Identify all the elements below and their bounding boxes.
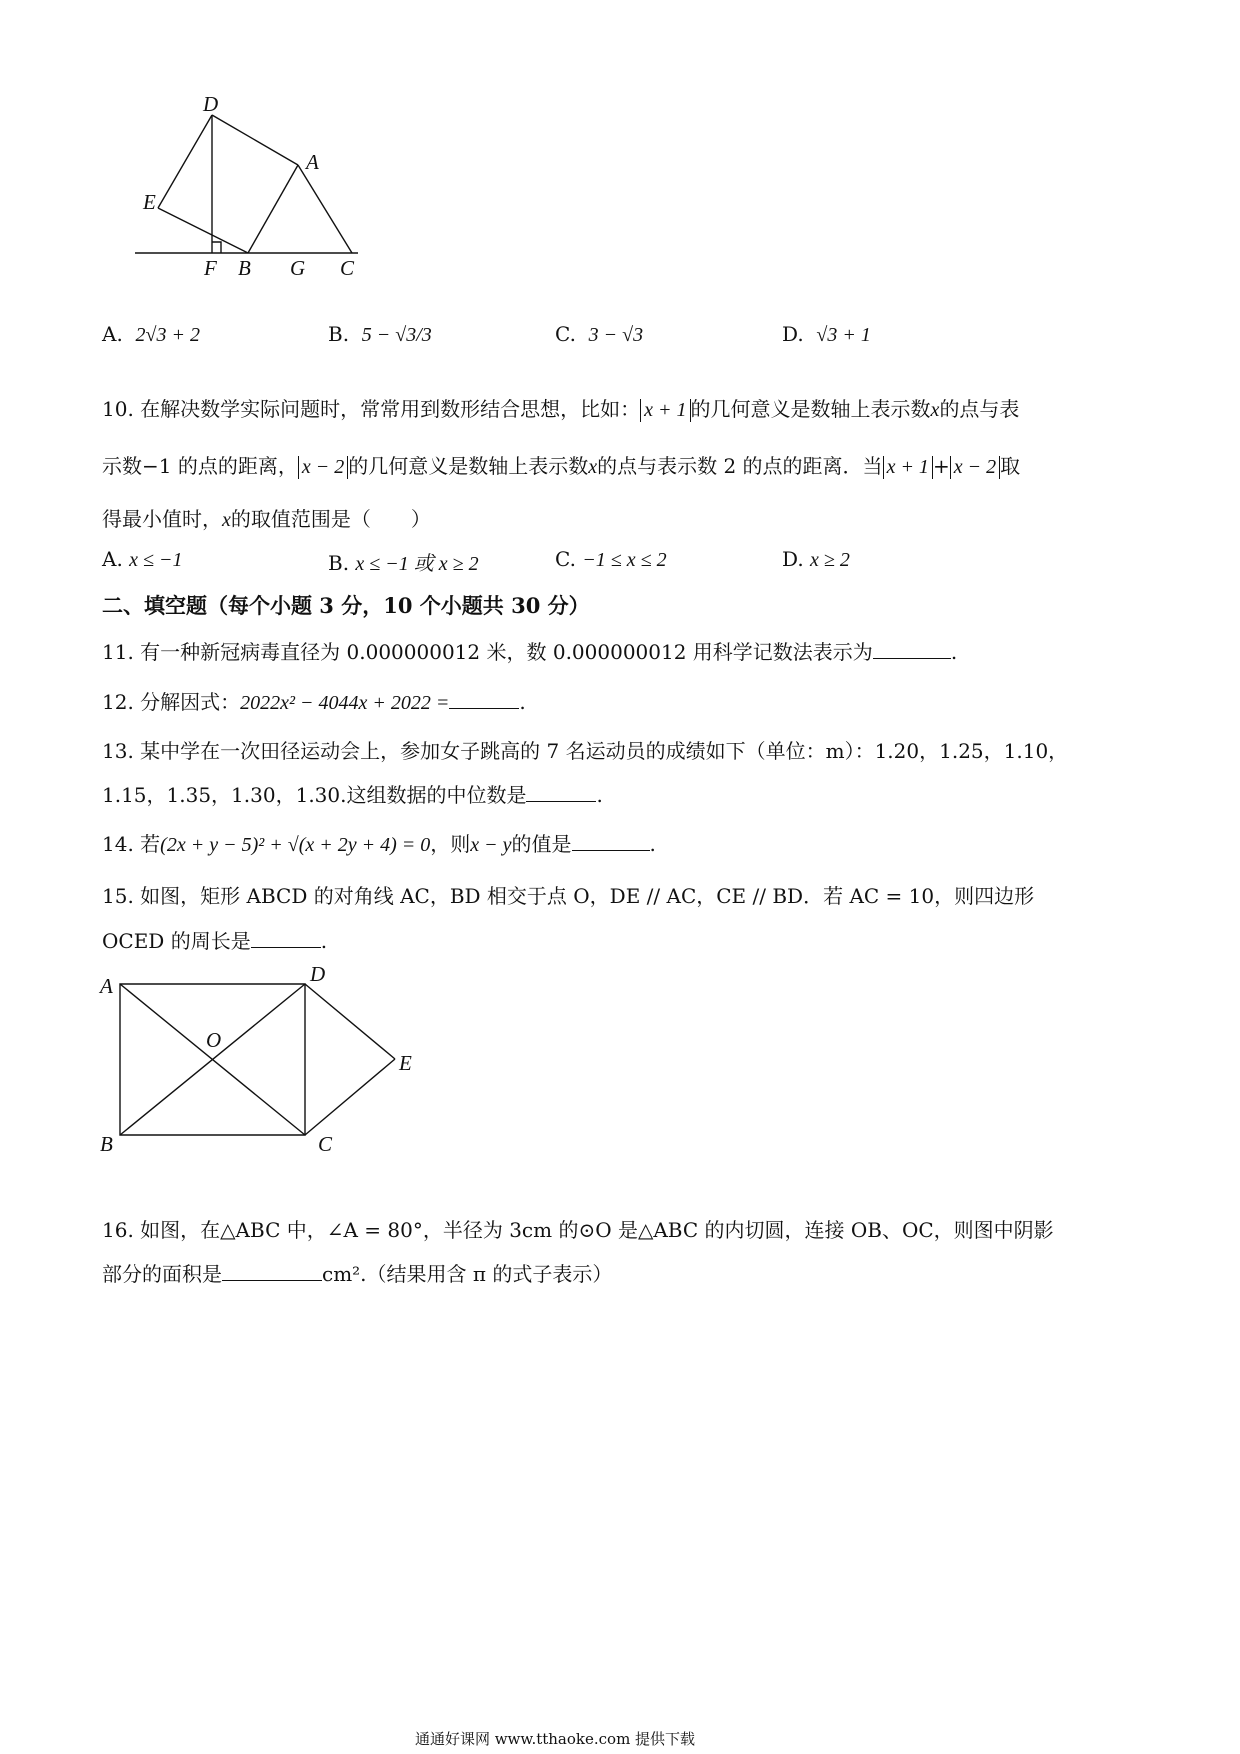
fig1-label-G: G: [290, 256, 306, 280]
fig2-label-O: O: [206, 1028, 222, 1052]
fig1-label-D: D: [203, 92, 219, 116]
fig1-label-F: F: [204, 256, 217, 280]
q9-option-a[interactable]: [102, 322, 200, 347]
fig2-label-D: D: [310, 962, 326, 986]
q13-line-2: 1.15，1.35，1.30，1.30.这组数据的中位数是 .: [102, 783, 603, 807]
q12: 12. 分解因式：2022x² − 4044x + 2022 = .: [102, 690, 526, 714]
option-key: C.: [555, 322, 576, 346]
q9-option-b[interactable]: [328, 322, 432, 347]
abs-expression: x + 1: [883, 456, 933, 479]
section-heading: 二、填空题（每个小题 3 分，10 个小题共 30 分）: [102, 593, 590, 618]
segment-AB: [248, 165, 298, 253]
option-expr: 3 − √3: [588, 324, 644, 346]
q10-option-b[interactable]: B. x ≤ −1 或 x ≥ 2: [328, 551, 479, 575]
q10-line-1: 10. 在解决数学实际问题时，常常用到数形结合思想，比如： x + 1 的几何意义是数轴上表示数x的点与表: [102, 397, 1020, 421]
segment-DA: [212, 115, 298, 165]
option-key: B.: [328, 322, 350, 346]
right-angle-mark: [212, 242, 221, 253]
answer-blank[interactable]: [526, 801, 596, 802]
fig1-label-B: B: [238, 256, 251, 280]
q15-line-2: OCED 的周长是 .: [102, 929, 328, 953]
q11: 11. 有一种新冠病毒直径为 0.000000012 米，数 0.000000012 用科学记数法表示为 .: [102, 640, 958, 664]
q10-line-3: 得最小值时，x的取值范围是（ ）: [102, 507, 431, 531]
q10-line-2: 示数−1 的点的距离， x − 2 的几何意义是数轴上表示数x的点与表示数 2 的点的距离．当 x + 1 + x − 2 取: [102, 454, 1021, 478]
q10-option-d[interactable]: D. x ≥ 2: [782, 547, 850, 571]
abs-expression: x − 2: [950, 456, 1000, 479]
option-expr: 5 − √3/3: [361, 324, 432, 346]
answer-blank[interactable]: [449, 708, 519, 709]
q13-line-1: 13. 某中学在一次田径运动会上，参加女子跳高的 7 名运动员的成绩如下（单位：m）：1.20，1.25，1.10，: [102, 739, 1069, 763]
question-number: 15.: [102, 884, 134, 908]
question-number: 13.: [102, 739, 134, 763]
q10-option-c[interactable]: C. −1 ≤ x ≤ 2: [555, 547, 667, 571]
q16-line-1: 16. 如图，在△ABC 中，∠A = 80°，半径为 3cm 的⊙O 是△ABC 的内切圆，连接 OB、OC，则图中阴影: [102, 1218, 1054, 1242]
fig2-label-A: A: [100, 974, 113, 998]
segment-EB: [158, 208, 248, 253]
answer-blank[interactable]: [251, 947, 321, 948]
question-number: 16.: [102, 1218, 134, 1242]
question-number: 11.: [102, 640, 134, 664]
segment-CE: [305, 1059, 395, 1135]
page-footer: 通通好课网 www.tthaoke.com 提供下载: [414, 1730, 696, 1748]
abs-expression: x + 1: [640, 399, 690, 422]
segment-AC: [298, 165, 352, 253]
q9-option-c[interactable]: [555, 322, 643, 347]
q9-option-d[interactable]: [782, 322, 871, 347]
option-key: D.: [782, 322, 804, 346]
q10-option-a[interactable]: A. x ≤ −1: [102, 547, 183, 571]
fig2-label-E: E: [399, 1051, 412, 1075]
answer-blank[interactable]: [572, 850, 650, 851]
answer-blank[interactable]: [222, 1280, 322, 1281]
fig1-label-E: E: [143, 190, 156, 214]
question-number: 12.: [102, 690, 134, 714]
option-expr: 2√3 + 2: [135, 324, 201, 346]
question-number: 14.: [102, 832, 134, 856]
figure-1-geometry: [120, 95, 420, 305]
q15-line-1: 15. 如图，矩形 ABCD 的对角线 AC，BD 相交于点 O，DE // AC，CE // BD．若 AC = 10，则四边形: [102, 884, 1035, 908]
fig1-label-C: C: [340, 256, 355, 280]
q16-line-2: 部分的面积是 cm².（结果用含 π 的式子表示）: [102, 1262, 613, 1286]
segment-DE: [158, 115, 212, 208]
fig2-label-B: B: [100, 1132, 113, 1156]
q14: 14. 若(2x + y − 5)² + √(x + 2y + 4) = 0，则x − y的值是 .: [102, 832, 656, 856]
option-expr: √3 + 1: [816, 324, 871, 346]
abs-expression: x − 2: [298, 456, 348, 479]
fig2-label-C: C: [318, 1132, 333, 1156]
figure-2-rectangle: [110, 975, 410, 1145]
fig1-label-A: A: [306, 150, 319, 174]
question-number: 10.: [102, 397, 134, 421]
segment-DE: [305, 984, 395, 1059]
option-key: A.: [102, 322, 123, 346]
answer-blank[interactable]: [873, 658, 951, 659]
